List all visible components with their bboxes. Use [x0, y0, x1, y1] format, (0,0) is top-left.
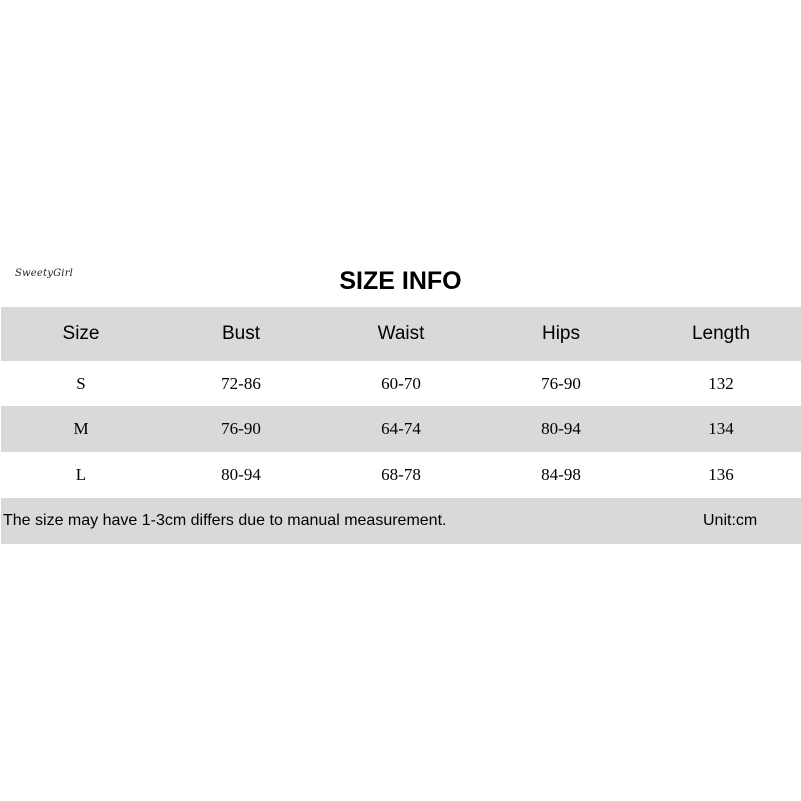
cell-hips: 84-98 — [541, 465, 581, 484]
cell-length: 134 — [708, 419, 734, 438]
cell-size: M — [73, 419, 89, 438]
table-row — [1, 406, 801, 452]
brand-logo: SweetyGirl — [15, 268, 74, 279]
cell-length: 136 — [708, 465, 734, 484]
header-bust: Bust — [221, 323, 261, 344]
cell-waist: 64-74 — [381, 419, 421, 438]
measurement-note: The size may have 1-3cm differs due to manual measurement. — [3, 512, 447, 529]
cell-size: S — [76, 373, 86, 393]
cell-size: L — [75, 465, 87, 484]
page-title: SIZE INFO — [339, 267, 462, 295]
cell-waist: 68-78 — [381, 465, 421, 484]
cell-bust: 72-86 — [221, 373, 261, 393]
cell-hips: 80-94 — [541, 419, 581, 438]
size-table — [1, 307, 801, 544]
cell-bust: 80-94 — [221, 465, 261, 484]
table-row — [1, 361, 801, 406]
table-footer-row — [1, 498, 801, 544]
header-waist: Waist — [377, 323, 425, 344]
header-size: Size — [62, 323, 100, 344]
table-header-row — [1, 307, 801, 361]
cell-hips: 76-90 — [541, 373, 581, 393]
cell-bust: 76-90 — [221, 419, 261, 438]
header-length: Length — [691, 323, 751, 344]
unit-label: Unit:cm — [703, 512, 758, 529]
cell-length: 132 — [708, 373, 734, 393]
cell-waist: 60-70 — [381, 373, 421, 393]
header-hips: Hips — [541, 323, 580, 344]
table-row — [1, 452, 801, 498]
